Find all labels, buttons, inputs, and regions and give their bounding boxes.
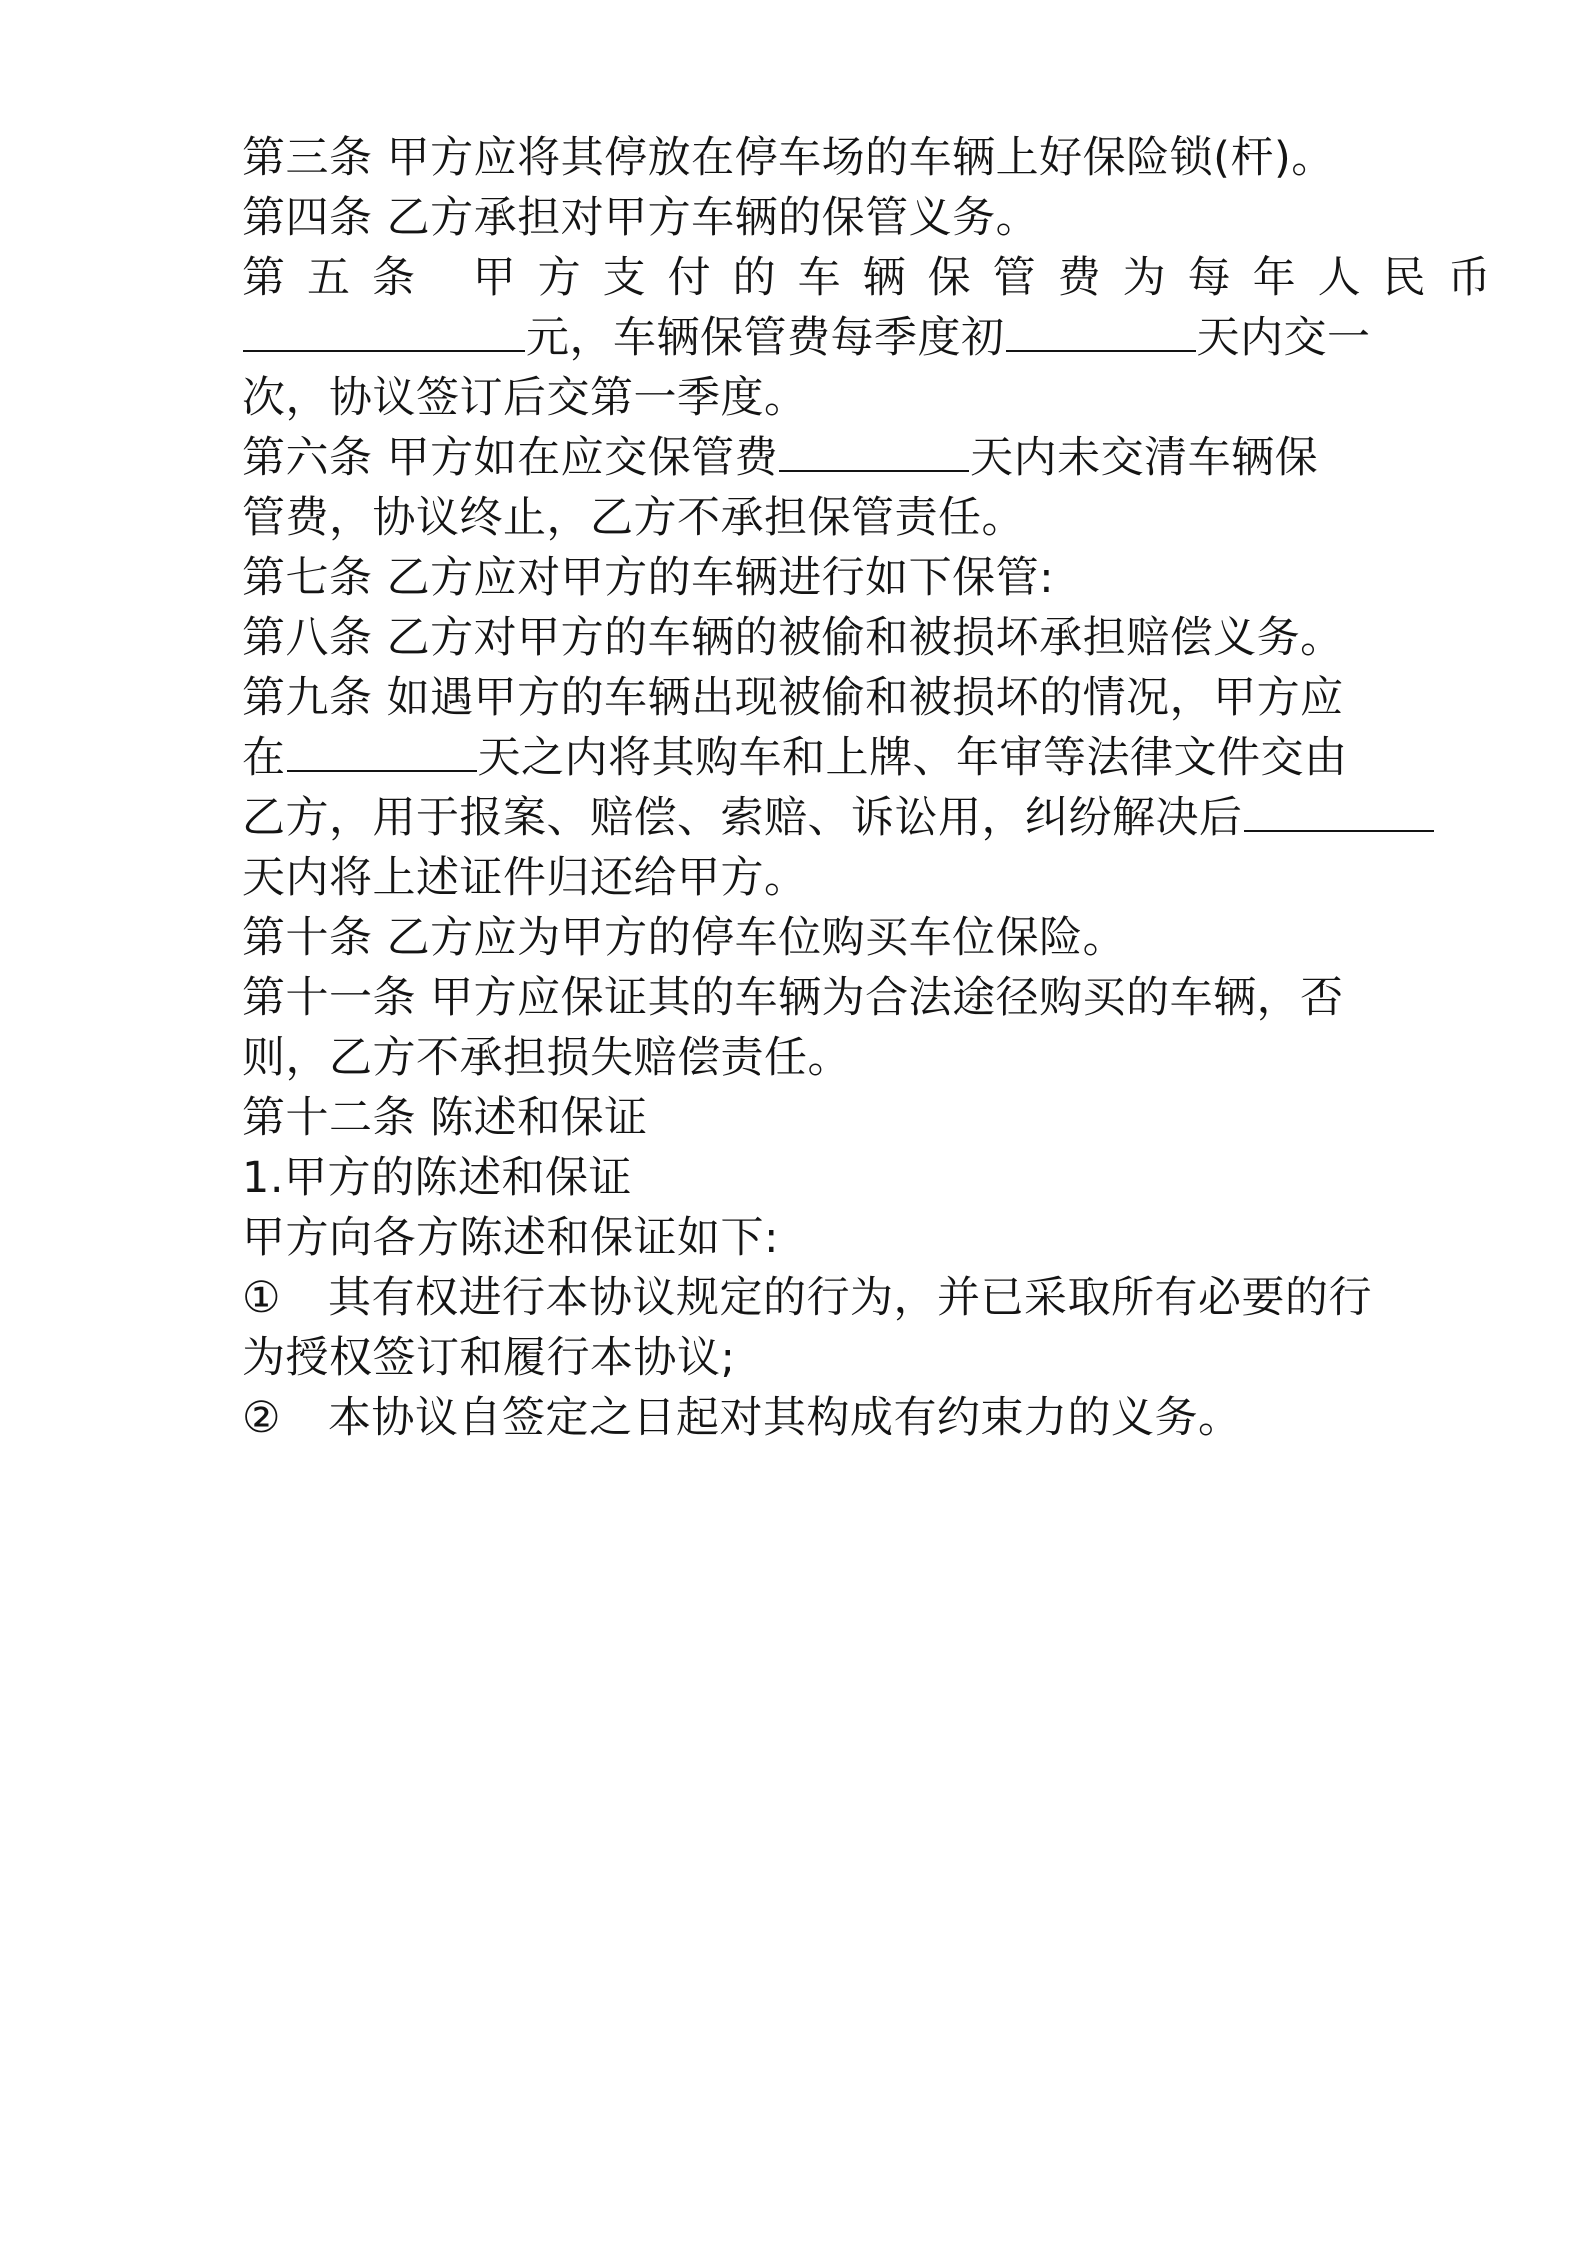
article-5-line-1 (242, 248, 1513, 308)
article-5-line-2 (242, 308, 1371, 368)
article-6-text-1: 第六条 甲方如在应交保管费 (242, 433, 779, 483)
article-10-text: 第十条 乙方应为甲方的停车位购买车位保险。 (242, 913, 1127, 963)
article-8-line (242, 608, 1360, 668)
article-5-text-1: 第五条 甲方支付的车辆保管费为每年人民币 (242, 253, 1513, 303)
article-9-line-3 (242, 788, 1360, 848)
article-9-text-2: 在 (242, 733, 286, 783)
article-7-text: 第七条 乙方应对甲方的车辆进行如下保管: (242, 553, 1055, 603)
item-2-text: 本协议自签定之日起对其构成有约束力的义务。 (328, 1393, 1242, 1443)
article-11-text-2: 则，乙方不承担损失赔偿责任。 (242, 1033, 851, 1083)
article-3-line (242, 128, 1360, 188)
article-6-line-1 (242, 428, 1360, 488)
fill-in-blank-document-days[interactable] (287, 732, 477, 772)
representation-item-2-line (242, 1388, 1360, 1448)
article-4-line (242, 188, 1360, 248)
fill-in-blank-overdue-days[interactable] (779, 432, 969, 472)
representation-intro-text: 甲方向各方陈述和保证如下: (242, 1213, 779, 1263)
article-4-text: 第四条 乙方承担对甲方车辆的保管义务。 (242, 193, 1040, 243)
article-5-text-2: 元，车辆保管费每季度初 (526, 313, 1005, 363)
fill-in-blank-payment-days[interactable] (1006, 312, 1196, 352)
article-11-line-1 (242, 968, 1360, 1028)
article-6-text-2: 天内未交清车辆保 (970, 433, 1319, 483)
article-9-text-3: 天之内将其购车和上牌、年审等法律文件交由 (477, 733, 1348, 783)
section-1-text: 1.甲方的陈述和保证 (242, 1153, 633, 1203)
article-9-line-2 (242, 728, 1360, 788)
article-9-line-1 (242, 668, 1360, 728)
article-8-text: 第八条 乙方对甲方的车辆的被偷和被损坏承担赔偿义务。 (242, 613, 1344, 663)
article-9-text-1: 第九条 如遇甲方的车辆出现被偷和被损坏的情况，甲方应 (242, 673, 1344, 723)
item-2-marker: ② (242, 1393, 282, 1443)
article-9-text-4: 乙方，用于报案、赔偿、索赔、诉讼用，纠纷解决后 (242, 793, 1243, 843)
item-1-marker: ① (242, 1273, 282, 1323)
article-12-heading (242, 1088, 1360, 1148)
article-10-line (242, 908, 1360, 968)
representation-item-1-line-1 (242, 1268, 1372, 1328)
article-11-line-2 (242, 1028, 1360, 1088)
article-3-text: 第三条 甲方应将其停放在停车场的车辆上好保险锁(杆)。 (242, 133, 1335, 183)
item-1-text-2: 为授权签订和履行本协议; (242, 1333, 736, 1383)
article-5-text-3: 天内交一 (1196, 313, 1371, 363)
article-6-text-3: 管费，协议终止，乙方不承担保管责任。 (242, 493, 1025, 543)
representation-item-1-line-2 (242, 1328, 1360, 1388)
article-11-text-1: 第十一条 甲方应保证其的车辆为合法途径购买的车辆，否 (242, 973, 1344, 1023)
article-5-line-3 (242, 368, 1360, 428)
representation-intro-line (242, 1208, 1360, 1268)
article-7-line (242, 548, 1360, 608)
article-6-line-2 (242, 488, 1360, 548)
article-9-text-5: 天内将上述证件归还给甲方。 (242, 853, 808, 903)
article-9-line-4 (242, 848, 1360, 908)
fill-in-blank-return-days[interactable] (1244, 792, 1434, 832)
article-12-text: 第十二条 陈述和保证 (242, 1093, 648, 1143)
section-1-heading (242, 1148, 1360, 1208)
article-5-text-4: 次，协议签订后交第一季度。 (242, 373, 808, 423)
fill-in-blank-annual-fee[interactable] (243, 312, 525, 352)
item-1-text-1: 其有权进行本协议规定的行为，并已采取所有必要的行 (328, 1273, 1372, 1323)
